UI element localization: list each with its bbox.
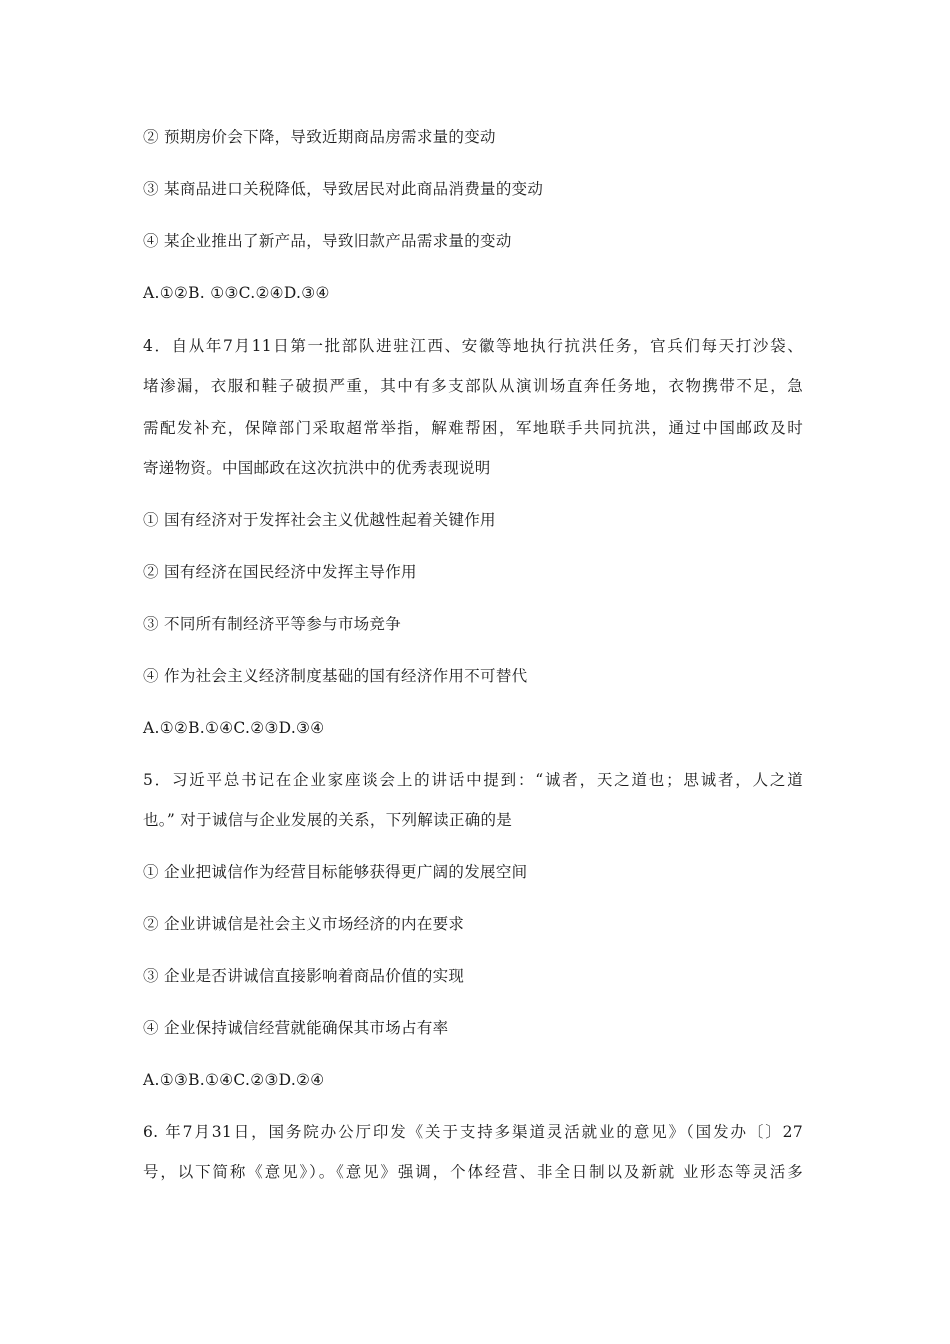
q4-stem-line-1: 4．自从年7月11日第一批部队进驻江西、安徽等地执行抗洪任务，官兵们每天打沙袋、 — [143, 337, 803, 355]
q6-stem-line-2: 号，以下简称《意见》）。《意见》强调，个体经营、非全日制以及新就 业形态等灵活多 — [143, 1163, 803, 1181]
q4-option-2: ② 国有经济在国民经济中发挥主导作用 — [143, 563, 417, 581]
q4-stem-line-4: 寄递物资。中国邮政在这次抗洪中的优秀表现说明 — [143, 459, 491, 477]
q4-option-1: ① 国有经济对于发挥社会主义优越性起着关键作用 — [143, 511, 496, 529]
q3-option-3: ③ 某商品进口关税降低，导致居民对此商品消费量的变动 — [143, 180, 544, 198]
q4-stem-line-3: 需配发补充，保障部门采取超常举指，解难帮困，军地联手共同抗洪，通过中国邮政及时 — [143, 419, 803, 437]
q4-option-3: ③ 不同所有制经济平等参与市场竞争 — [143, 615, 402, 633]
q4-stem-line-2: 堵渗漏，衣服和鞋子破损严重，其中有多支部队从演训场直奔任务地，衣物携带不足，急 — [143, 377, 803, 395]
q5-option-3: ③ 企业是否讲诚信直接影响着商品价值的实现 — [143, 967, 465, 985]
q5-answer-choices: A.①③B.①④C.②③D.②④ — [143, 1071, 325, 1089]
q3-option-4: ④ 某企业推出了新产品，导致旧款产品需求量的变动 — [143, 232, 512, 250]
q5-stem-line-2: 也。” 对于诚信与企业发展的关系，下列解读正确的是 — [143, 811, 513, 829]
q4-answer-choices: A.①②B.①④C.②③D.③④ — [143, 719, 325, 737]
q5-option-4: ④ 企业保持诚信经营就能确保其市场占有率 — [143, 1019, 449, 1037]
q6-stem-line-1: 6. 年7月31日，国务院办公厅印发《关于支持多渠道灵活就业的意见》（国发办〔〕27 — [143, 1123, 803, 1141]
q4-option-4: ④ 作为社会主义经济制度基础的国有经济作用不可替代 — [143, 667, 528, 685]
q3-answer-choices: A.①②B. ①③C.②④D.③④ — [143, 284, 330, 302]
q5-stem-line-1: 5．习近平总书记在企业家座谈会上的讲话中提到：“诚者，天之道也；思诚者，人之道 — [143, 771, 803, 789]
q5-option-2: ② 企业讲诚信是社会主义市场经济的内在要求 — [143, 915, 465, 933]
q3-option-2: ② 预期房价会下降，导致近期商品房需求量的变动 — [143, 128, 496, 146]
q5-option-1: ① 企业把诚信作为经营目标能够获得更广阔的发展空间 — [143, 863, 528, 881]
